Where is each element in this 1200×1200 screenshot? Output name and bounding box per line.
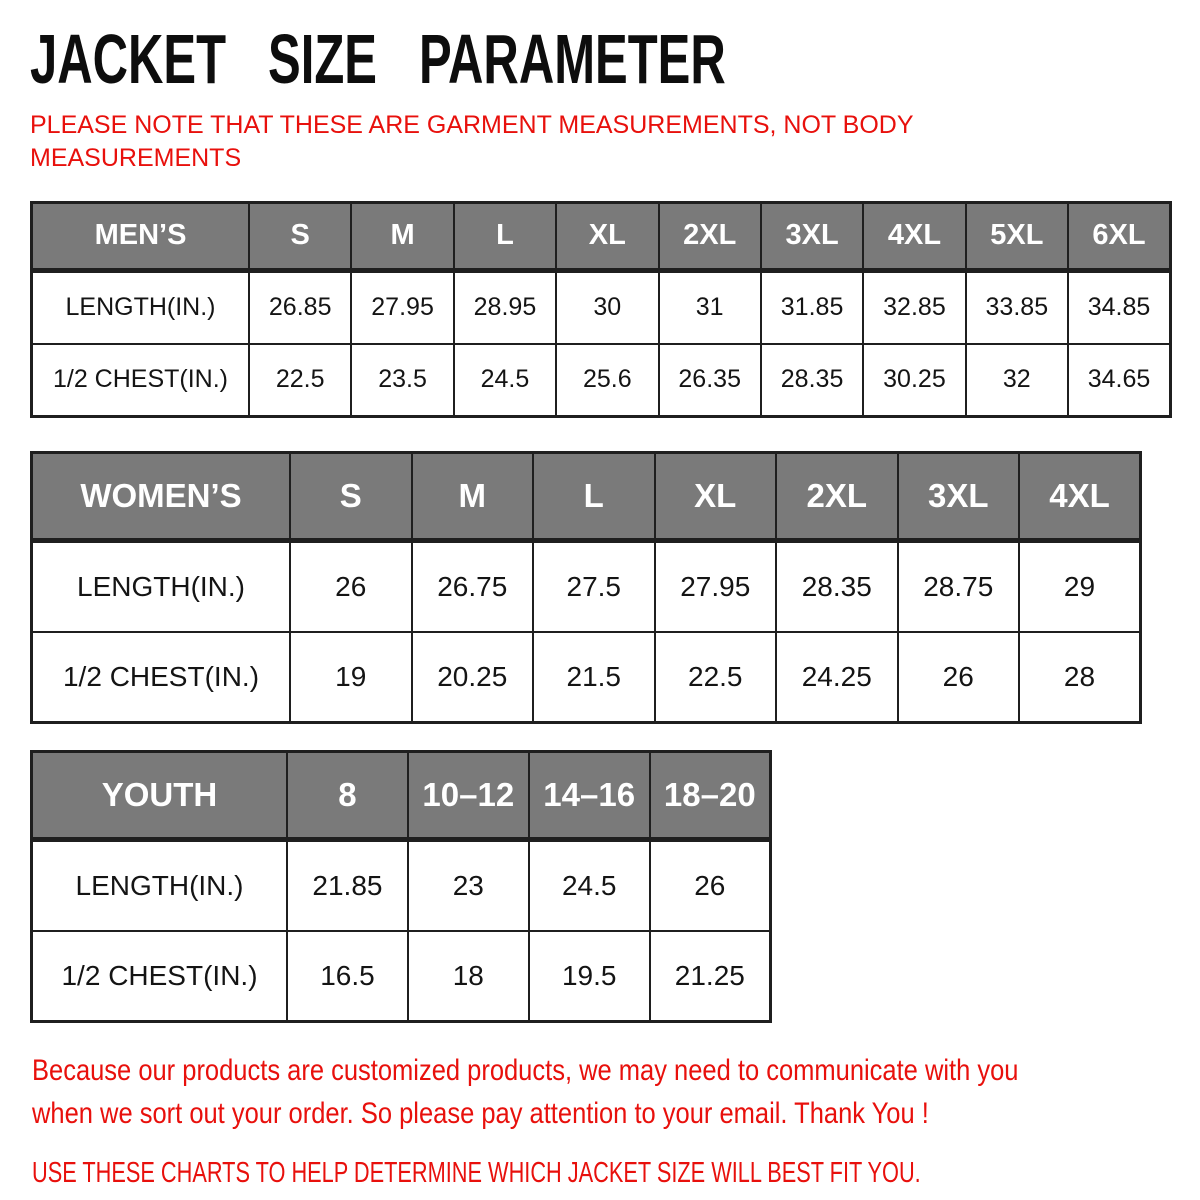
size-tables bbox=[30, 201, 1172, 1023]
measurement-value-cell: 30.25 bbox=[863, 344, 965, 417]
measurement-value-cell: 18 bbox=[408, 931, 529, 1022]
measurement-value-cell: 28.35 bbox=[776, 540, 898, 632]
size-column-header-cell: XL bbox=[655, 452, 777, 540]
measurement-value-cell: 34.65 bbox=[1068, 344, 1171, 417]
measurement-value-cell: 26 bbox=[898, 632, 1020, 723]
measurement-value-cell: 21.25 bbox=[650, 931, 771, 1022]
measurement-value-cell: 31.85 bbox=[761, 270, 863, 344]
size-column-header-cell: L bbox=[454, 202, 556, 270]
mens-size-table bbox=[30, 201, 1172, 418]
measurement-value-cell: 23 bbox=[408, 839, 529, 931]
group-header-cell: WOMEN’S bbox=[32, 452, 291, 540]
measurement-value-cell: 28.95 bbox=[454, 270, 556, 344]
measurement-value-cell: 34.85 bbox=[1068, 270, 1171, 344]
row-label-cell: LENGTH(IN.) bbox=[32, 540, 291, 632]
size-column-header-cell: 3XL bbox=[761, 202, 863, 270]
measurement-value-cell: 22.5 bbox=[249, 344, 351, 417]
measurement-value-cell: 16.5 bbox=[287, 931, 408, 1022]
size-column-header-cell: 18–20 bbox=[650, 751, 771, 839]
size-column-header-cell: 4XL bbox=[1019, 452, 1141, 540]
group-header-cell: YOUTH bbox=[32, 751, 288, 839]
measurement-value-cell: 27.5 bbox=[533, 540, 655, 632]
footer-note-line-2: when we sort out your order. So please pay attention to your email. Thank You ! bbox=[32, 1096, 929, 1130]
size-column-header-cell: XL bbox=[556, 202, 658, 270]
measurement-value-cell: 24.25 bbox=[776, 632, 898, 723]
note-line-2: MEASUREMENTS bbox=[30, 143, 242, 172]
size-column-header-cell: 5XL bbox=[966, 202, 1068, 270]
size-column-header-cell: 2XL bbox=[659, 202, 761, 270]
measurement-value-cell: 19 bbox=[290, 632, 412, 723]
measurement-value-cell: 26.35 bbox=[659, 344, 761, 417]
size-column-header-cell: 8 bbox=[287, 751, 408, 839]
size-column-header-cell: L bbox=[533, 452, 655, 540]
measurement-value-cell: 19.5 bbox=[529, 931, 650, 1022]
row-label-cell: LENGTH(IN.) bbox=[32, 839, 288, 931]
row-label-cell: 1/2 CHEST(IN.) bbox=[32, 931, 288, 1022]
measurement-value-cell: 23.5 bbox=[351, 344, 453, 417]
size-column-header-cell: 10–12 bbox=[408, 751, 529, 839]
measurement-value-cell: 28.75 bbox=[898, 540, 1020, 632]
page-title: JACKET SIZE PARAMETER bbox=[30, 20, 726, 98]
measurement-value-cell: 21.85 bbox=[287, 839, 408, 931]
measurement-value-cell: 27.95 bbox=[655, 540, 777, 632]
measurement-value-cell: 26 bbox=[650, 839, 771, 931]
youth-size-table bbox=[30, 750, 772, 1023]
measurement-value-cell: 26 bbox=[290, 540, 412, 632]
measurement-value-cell: 32 bbox=[966, 344, 1068, 417]
size-column-header-cell: S bbox=[290, 452, 412, 540]
measurement-value-cell: 28 bbox=[1019, 632, 1141, 723]
note-line-1: PLEASE NOTE THAT THESE ARE GARMENT MEASUREMENTS, NOT BODY bbox=[30, 110, 914, 139]
size-column-header-cell: 2XL bbox=[776, 452, 898, 540]
garment-measurement-note bbox=[30, 109, 1172, 175]
measurement-value-cell: 29 bbox=[1019, 540, 1141, 632]
measurement-value-cell: 22.5 bbox=[655, 632, 777, 723]
measurement-value-cell: 31 bbox=[659, 270, 761, 344]
measurement-value-cell: 30 bbox=[556, 270, 658, 344]
row-label-cell: LENGTH(IN.) bbox=[32, 270, 250, 344]
row-label-cell: 1/2 CHEST(IN.) bbox=[32, 632, 291, 723]
row-label-cell: 1/2 CHEST(IN.) bbox=[32, 344, 250, 417]
group-header-cell: MEN’S bbox=[32, 202, 250, 270]
size-column-header-cell: S bbox=[249, 202, 351, 270]
size-column-header-cell: 14–16 bbox=[529, 751, 650, 839]
footer-note-line-1: Because our products are customized products, we may need to communicate with you bbox=[32, 1053, 1019, 1087]
size-column-header-cell: 6XL bbox=[1068, 202, 1171, 270]
footer-communication-note bbox=[32, 1049, 1172, 1135]
measurement-value-cell: 24.5 bbox=[454, 344, 556, 417]
measurement-value-cell: 21.5 bbox=[533, 632, 655, 723]
measurement-value-cell: 25.6 bbox=[556, 344, 658, 417]
measurement-value-cell: 33.85 bbox=[966, 270, 1068, 344]
measurement-value-cell: 24.5 bbox=[529, 839, 650, 931]
size-column-header-cell: 3XL bbox=[898, 452, 1020, 540]
size-column-header-cell: M bbox=[412, 452, 534, 540]
measurement-value-cell: 32.85 bbox=[863, 270, 965, 344]
measurement-value-cell: 26.85 bbox=[249, 270, 351, 344]
size-column-header-cell: 4XL bbox=[863, 202, 965, 270]
measurement-value-cell: 26.75 bbox=[412, 540, 534, 632]
measurement-value-cell: 20.25 bbox=[412, 632, 534, 723]
footer-usage-note: USE THESE CHARTS TO HELP DETERMINE WHICH JACKET SIZE WILL BEST FIT YOU. bbox=[32, 1156, 921, 1189]
measurement-value-cell: 27.95 bbox=[351, 270, 453, 344]
size-column-header-cell: M bbox=[351, 202, 453, 270]
measurement-value-cell: 28.35 bbox=[761, 344, 863, 417]
womens-size-table bbox=[30, 451, 1142, 724]
